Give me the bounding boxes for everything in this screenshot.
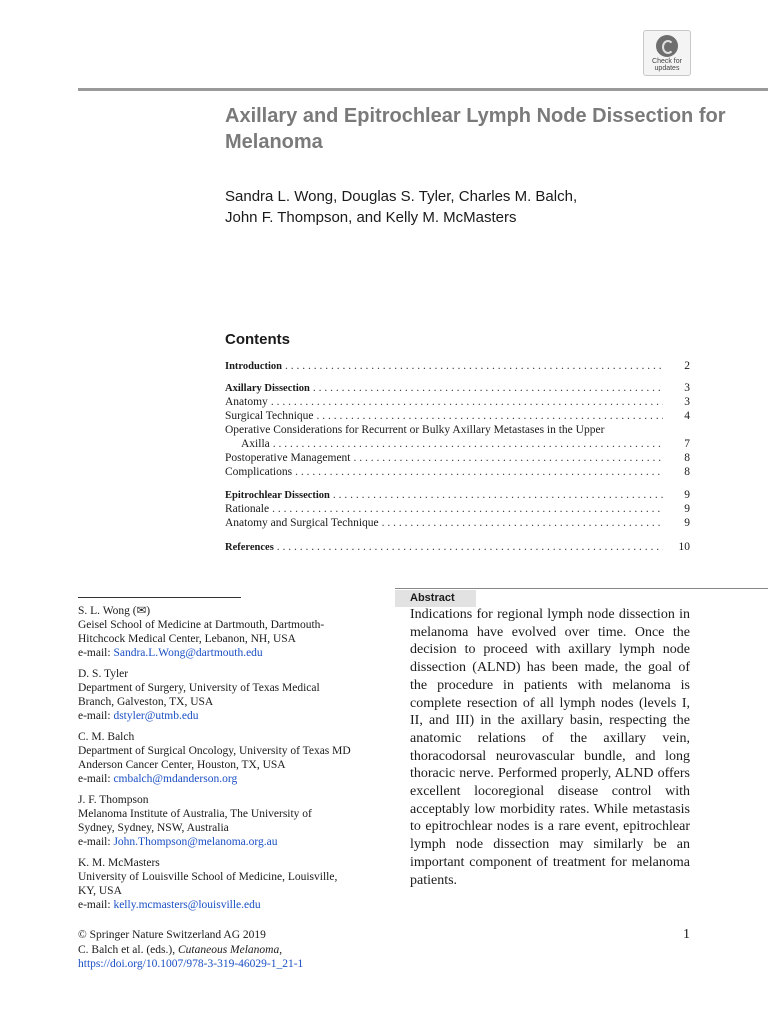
authors-line-1: Sandra L. Wong, Douglas S. Tyler, Charles M. Balch, bbox=[225, 188, 578, 205]
toc-entry-axillary-dissection[interactable] bbox=[225, 381, 690, 396]
affiliation-line: Anderson Cancer Center, Houston, TX, USA bbox=[78, 759, 286, 771]
page-number: 1 bbox=[683, 927, 690, 942]
author-name: S. L. Wong (✉) bbox=[78, 605, 151, 617]
citation-suffix: , bbox=[279, 943, 283, 956]
affiliation-tyler bbox=[78, 667, 388, 723]
affiliation-line: Sydney, Sydney, NSW, Australia bbox=[78, 822, 229, 834]
affiliation-mcmasters bbox=[78, 856, 388, 912]
email-link[interactable]: cmbalch@mdanderson.org bbox=[113, 773, 238, 785]
toc-page: 7 bbox=[684, 438, 690, 450]
email-line bbox=[78, 898, 388, 912]
toc-entry-postoperative-management[interactable] bbox=[225, 451, 690, 465]
toc-page: 4 bbox=[684, 410, 690, 422]
toc-entry-anatomy[interactable] bbox=[225, 395, 690, 409]
toc-label: Rationale bbox=[225, 503, 270, 515]
toc-leader bbox=[382, 516, 663, 530]
toc-entry-references[interactable] bbox=[225, 540, 690, 555]
toc-label: Postoperative Management bbox=[225, 452, 351, 464]
toc-page: 9 bbox=[684, 503, 690, 515]
toc-leader bbox=[354, 451, 663, 465]
toc-page: 2 bbox=[684, 360, 690, 372]
toc-entry-epitrochlear-dissection[interactable] bbox=[225, 488, 690, 503]
toc-leader bbox=[271, 395, 663, 409]
email-link[interactable]: kelly.mcmasters@louisville.edu bbox=[113, 899, 261, 911]
email-line bbox=[78, 772, 388, 786]
affiliation-line: Branch, Galveston, TX, USA bbox=[78, 696, 214, 708]
affiliation-line: Department of Surgical Oncology, University of Texas MD bbox=[78, 745, 351, 757]
author-name: C. M. Balch bbox=[78, 731, 135, 743]
citation bbox=[78, 943, 418, 958]
toc-page: 3 bbox=[684, 382, 690, 394]
author-list bbox=[225, 186, 745, 228]
contents-heading: Contents bbox=[225, 331, 290, 348]
toc-page: 3 bbox=[684, 396, 690, 408]
toc-page: 8 bbox=[684, 452, 690, 464]
toc-entry-operative-considerations[interactable] bbox=[241, 437, 690, 451]
email-link[interactable]: dstyler@utmb.edu bbox=[113, 710, 199, 722]
abstract-heading: Abstract bbox=[395, 590, 476, 607]
email-label: e-mail: bbox=[78, 647, 114, 659]
toc-leader bbox=[285, 359, 663, 373]
badge-text bbox=[644, 58, 690, 72]
abstract-text: Indications for regional lymph node dissection in melanoma have evolved over time. Once the decision to proceed with axillary lymph node dissection (ALND) has been made, the goal of the procedure in patients with melanoma is complete resection of all lymph nodes (levels I, II, and III) in the axillary basin, respecting the anatomic relations of the axillary vein, thoracodorsal neurovascular bundle, and long thoracic nerve. Performed properly, ALND offers excellent locoregional disease control with acceptably low morbidity rates. While metastasis to epitrochlear nodes is a rare event, epitrochlear lymph node dissection may similarly be an important component of treatment for melanoma patients. bbox=[410, 607, 690, 888]
affiliation-balch bbox=[78, 730, 388, 786]
toc-leader bbox=[272, 502, 663, 516]
abstract-rule bbox=[395, 588, 768, 589]
author-name: D. S. Tyler bbox=[78, 668, 129, 680]
toc-leader bbox=[313, 381, 663, 395]
toc-entry-anatomy-surgical-technique[interactable] bbox=[225, 516, 690, 530]
badge-line-2: updates bbox=[654, 65, 680, 72]
badge-line-1: Check for bbox=[652, 58, 682, 65]
check-updates-icon bbox=[656, 35, 678, 57]
affiliation-thompson bbox=[78, 793, 388, 849]
affiliation-line: KY, USA bbox=[78, 885, 122, 897]
toc-page: 8 bbox=[684, 466, 690, 478]
toc-page: 9 bbox=[684, 489, 690, 501]
author-name: J. F. Thompson bbox=[78, 794, 149, 806]
email-line bbox=[78, 709, 388, 723]
email-link[interactable]: Sandra.L.Wong@dartmouth.edu bbox=[113, 647, 263, 659]
toc-page: 10 bbox=[678, 541, 690, 553]
authors-line-2: John F. Thompson, and Kelly M. McMasters bbox=[225, 209, 517, 226]
affiliation-line: Department of Surgery, University of Texas Medical bbox=[78, 682, 320, 694]
toc-label: Axilla bbox=[241, 438, 270, 450]
toc-entry-introduction[interactable] bbox=[225, 359, 690, 374]
chapter-title: Axillary and Epitrochlear Lymph Node Dissection for Melanoma bbox=[225, 105, 726, 153]
toc-entry-rationale[interactable] bbox=[225, 502, 690, 516]
affiliation-line: University of Louisville School of Medicine, Louisville, bbox=[78, 871, 338, 883]
copyright: © Springer Nature Switzerland AG 2019 bbox=[78, 929, 266, 941]
affiliation-line: Hitchcock Medical Center, Lebanon, NH, USA bbox=[78, 633, 296, 645]
toc-label: Complications bbox=[225, 466, 293, 478]
citation-prefix: C. Balch et al. (eds.), bbox=[78, 943, 178, 956]
author-name: K. M. McMasters bbox=[78, 857, 160, 869]
email-label: e-mail: bbox=[78, 899, 114, 911]
email-line bbox=[78, 835, 388, 849]
toc-page: 9 bbox=[684, 517, 690, 529]
toc-leader bbox=[333, 488, 663, 502]
check-for-updates-badge[interactable] bbox=[643, 30, 691, 76]
citation-book-title: Cutaneous Melanoma bbox=[177, 943, 280, 956]
toc-label: Axillary Dissection bbox=[225, 383, 310, 394]
doi-link[interactable]: https://doi.org/10.1007/978-3-319-46029-1_21-1 bbox=[78, 958, 304, 970]
toc-label: References bbox=[225, 542, 274, 553]
toc-label-operative-considerations[interactable]: Operative Considerations for Recurrent or Bulky Axillary Metastases in the Upper bbox=[225, 424, 605, 436]
email-line bbox=[78, 646, 388, 660]
affiliation-wong bbox=[78, 604, 388, 660]
email-link[interactable]: John.Thompson@melanoma.org.au bbox=[113, 836, 278, 848]
toc-leader bbox=[277, 540, 663, 554]
toc-leader bbox=[295, 465, 663, 479]
toc-entry-surgical-technique[interactable] bbox=[225, 409, 690, 423]
footer bbox=[78, 928, 418, 972]
toc-label: Surgical Technique bbox=[225, 410, 314, 422]
affiliation-line: Melanoma Institute of Australia, The University of bbox=[78, 808, 312, 820]
toc-leader bbox=[317, 409, 663, 423]
toc-label: Epitrochlear Dissection bbox=[225, 490, 330, 501]
affiliation-rule bbox=[78, 597, 241, 598]
email-label: e-mail: bbox=[78, 710, 114, 722]
email-label: e-mail: bbox=[78, 836, 114, 848]
toc-entry-complications[interactable] bbox=[225, 465, 690, 479]
toc-leader bbox=[273, 437, 663, 451]
toc-label: Anatomy and Surgical Technique bbox=[225, 517, 379, 529]
toc-label: Anatomy bbox=[225, 396, 268, 408]
email-label: e-mail: bbox=[78, 773, 114, 785]
affiliations bbox=[78, 604, 388, 919]
header-rule bbox=[78, 88, 768, 91]
affiliation-line: Geisel School of Medicine at Dartmouth, Dartmouth- bbox=[78, 619, 325, 631]
toc-label: Introduction bbox=[225, 361, 282, 372]
